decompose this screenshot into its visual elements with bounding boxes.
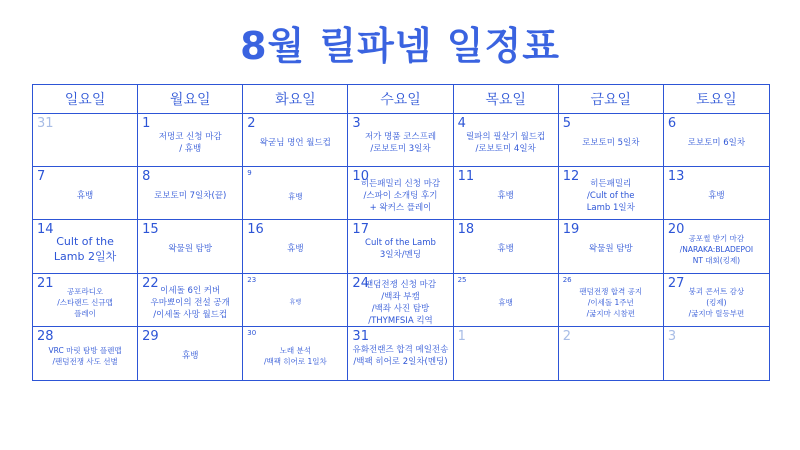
calendar-day-cell [33, 114, 138, 167]
day-number: 28 [37, 328, 54, 344]
day-event-text: 공포썰 받기 마감 /NARAKA:BLADEPOI NT 대회(킹제) [679, 233, 754, 265]
day-number: 1 [457, 328, 466, 344]
calendar-day-cell [138, 327, 243, 380]
calendar-day-cell [33, 327, 138, 380]
day-event-text: 팬덤전쟁 신청 마감 /백좌 부캠 /백좌 사진 탐방 /THYMFSIA 킥역 [364, 279, 437, 326]
day-event-text: 휴뱅 [289, 299, 302, 307]
calendar-day-cell [348, 114, 453, 167]
day-event-text: Cult of the Lamb 3일차/멘딩 [365, 238, 436, 261]
day-number: 25 [457, 275, 467, 284]
weekday-header: 금요일 [559, 85, 664, 114]
calendar-day-cell [559, 274, 664, 327]
day-event-text: 로보토미 6일차 [687, 138, 746, 149]
day-number: 14 [37, 222, 54, 238]
calendar-day-cell [664, 114, 769, 167]
day-number: 2 [247, 116, 256, 131]
day-number: 31 [352, 328, 369, 344]
calendar-day-cell [559, 114, 664, 167]
day-number: 11 [457, 169, 475, 185]
day-number: 27 [667, 275, 685, 291]
weekday-header: 수요일 [348, 85, 453, 114]
day-event-text: 팬덤전쟁 합격 공지 /이세돌 1주년 /굶지마 시참편 [579, 287, 643, 319]
calendar-day-cell [664, 327, 769, 380]
day-event-text: 휴뱅 [497, 244, 514, 255]
calendar-day-cell [243, 327, 348, 380]
day-number: 1 [142, 116, 151, 131]
calendar-day-cell [243, 114, 348, 167]
calendar-day-cell [454, 274, 559, 327]
day-number: 21 [37, 275, 54, 291]
calendar-day-cell [348, 327, 453, 380]
weekday-header: 일요일 [33, 85, 138, 114]
day-event-text: 로보토미 7일차(끝) [154, 191, 227, 202]
day-number: 9 [247, 169, 252, 178]
weekday-header: 토요일 [664, 85, 769, 114]
calendar-day-cell [348, 274, 453, 327]
day-number: 10 [352, 169, 369, 185]
day-number: 30 [247, 328, 257, 337]
calendar-day-cell [33, 220, 138, 273]
day-number: 12 [562, 169, 580, 185]
day-event-text: 휴뱅 [287, 244, 304, 255]
day-event-text: 휴뱅 [497, 191, 514, 202]
day-number: 8 [142, 169, 151, 185]
day-number: 6 [667, 116, 677, 131]
day-event-text: 왁물원 탐방 [588, 244, 633, 255]
weekday-header: 목요일 [454, 85, 559, 114]
day-number: 7 [37, 169, 46, 185]
calendar-day-cell [243, 167, 348, 220]
day-number: 20 [667, 222, 685, 238]
day-number: 3 [352, 116, 361, 131]
calendar-day-cell [664, 167, 769, 220]
day-event-text: 히든패밀리 /Cult of the Lamb 1일차 [586, 179, 635, 214]
day-event-text: 휴뱅 [498, 298, 513, 308]
calendar-day-cell [664, 274, 769, 327]
calendar-day-cell [138, 220, 243, 273]
day-event-text: 릴파의 필살기 월드컵 /로보토미 4일차 [465, 132, 546, 155]
day-number: 19 [562, 222, 580, 238]
day-number: 31 [37, 116, 54, 131]
day-number: 26 [562, 275, 572, 284]
day-event-text: 왁굳님 명언 월드컵 [259, 138, 331, 149]
day-event-text: 저멍코 신청 마감 / 휴뱅 [158, 132, 222, 155]
day-number: 18 [457, 222, 475, 238]
day-number: 5 [562, 116, 571, 131]
day-event-text: 이세돌 6인 커버 우마뾰이의 전설 공개 /이세돌 사망 월드컵 [150, 285, 230, 320]
calendar-day-cell [33, 167, 138, 220]
day-event-text: 휴뱅 [181, 351, 199, 362]
day-event-text: VRC 마릿 탐방 플렌맵 /팬덤전쟁 사도 선별 [48, 346, 122, 367]
day-number: 4 [457, 116, 466, 131]
calendar-day-cell [664, 220, 769, 273]
calendar-day-cell [454, 327, 559, 380]
day-event-text: 저가 명품 코스프레 /로보토미 3일차 [364, 132, 437, 155]
day-number: 22 [142, 275, 159, 291]
day-event-text: 휴뱅 [708, 191, 725, 202]
day-event-text: 휴뱅 [288, 191, 303, 201]
day-number: 24 [352, 275, 369, 291]
calendar-day-cell [559, 220, 664, 273]
day-number: 13 [667, 169, 685, 185]
day-event-text: 노래 분석 /백팩 히어로 1일차 [263, 346, 327, 367]
day-number: 3 [667, 328, 677, 344]
day-event-text: 로보토미 5일차 [582, 138, 640, 149]
day-number: 17 [352, 222, 369, 238]
day-event-text: 왁물원 탐방 [168, 244, 213, 255]
calendar-day-cell [559, 327, 664, 380]
day-event-text: 히든패밀리 신청 마감 /스파이 소개팅 후기 + 왁커스 플레이 [360, 179, 441, 214]
calendar-grid [32, 84, 770, 381]
weekday-header: 월요일 [138, 85, 243, 114]
day-number: 29 [142, 328, 159, 344]
day-event-text: 휴뱅 [76, 191, 94, 202]
day-number: 23 [247, 275, 257, 284]
calendar-day-cell [243, 220, 348, 273]
calendar-day-cell [454, 220, 559, 273]
calendar-day-cell [559, 167, 664, 220]
calendar-day-cell [348, 220, 453, 273]
page-title: 8월 릴파넴 일정표 [240, 24, 560, 68]
calendar-day-cell [138, 274, 243, 327]
calendar-day-cell [243, 274, 348, 327]
day-number: 16 [247, 222, 264, 238]
calendar-day-cell [348, 167, 453, 220]
weekday-header: 화요일 [243, 85, 348, 114]
calendar-day-cell [138, 167, 243, 220]
day-event-text: 공포라디오 /스타랜드 신규맵 플레이 [57, 287, 113, 319]
day-number: 15 [142, 222, 159, 238]
calendar-day-cell [454, 114, 559, 167]
day-event-text: 붕괴 콘서트 감상 (킹제) /굶지마 릴등부편 [688, 287, 745, 319]
day-number: 2 [562, 328, 571, 344]
calendar-day-cell [454, 167, 559, 220]
calendar-day-cell [138, 114, 243, 167]
calendar-day-cell [33, 274, 138, 327]
day-event-text: Cult of the Lamb 2일차 [53, 235, 117, 264]
day-event-text: 유화전랜즈 합격 메일전송 /백팩 히어로 2일차(멘딩) [352, 345, 449, 368]
